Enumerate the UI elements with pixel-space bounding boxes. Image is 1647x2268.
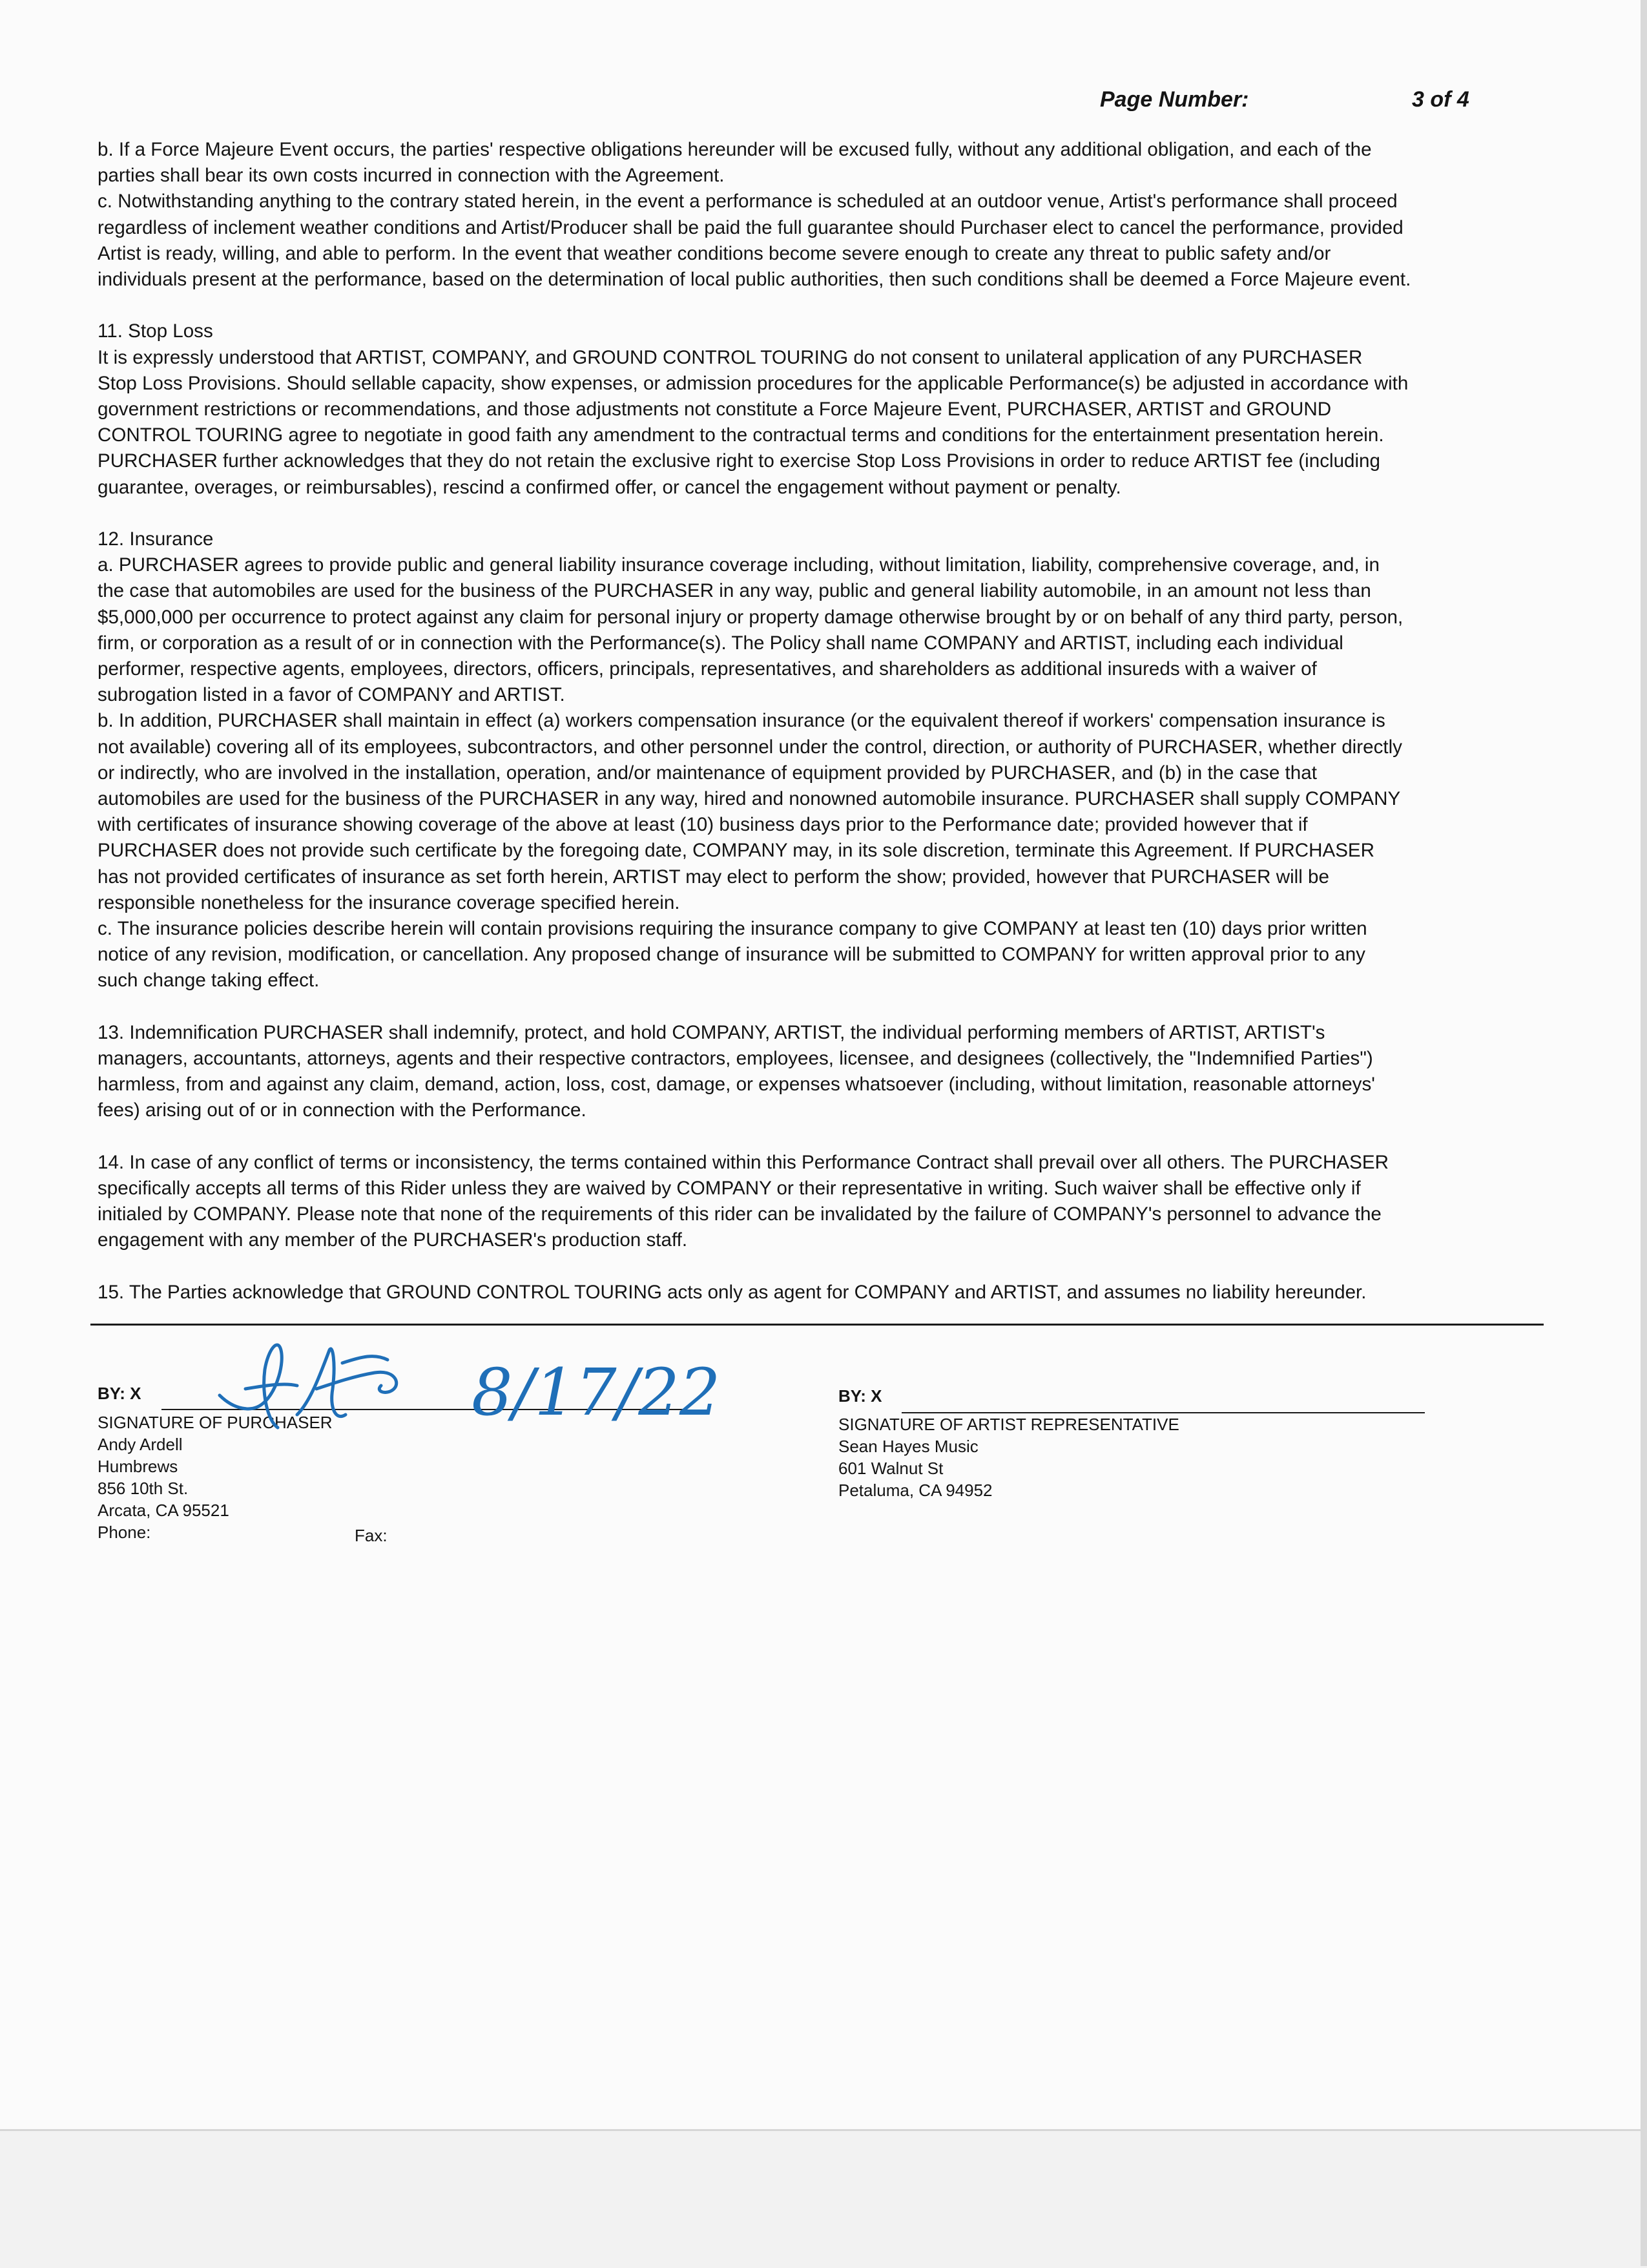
clause-line: CONTROL TOURING agree to negotiate in good faith any amendment to the contractual terms and conditions for the entertainment presentation herein.	[98, 424, 1384, 446]
clause-15	[98, 1280, 1544, 1306]
clause-11	[98, 318, 1544, 500]
clause-line: 11. Stop Loss	[98, 320, 213, 342]
clause-line: or indirectly, who are involved in the installation, operation, and/or maintenance of equipment provided by PURCHASER, and (b) in the case that	[98, 762, 1317, 784]
clause-line: parties shall bear its own costs incurred in connection with the Agreement.	[98, 165, 725, 187]
clause-10c	[98, 189, 1544, 293]
clause-line: government restrictions or recommendations, and those adjustments not constitute a Force Majeure Event, PURCHASER, ARTIST and GROUND	[98, 399, 1332, 421]
clause-line: automobiles are used for the business of the PURCHASER in any way, hired and nonowned automobile insurance. PURCHASER shall supply COMPANY	[98, 788, 1401, 810]
artist-rep-details	[838, 1413, 1179, 1501]
artist-rep-city: Petaluma, CA 94952	[838, 1481, 993, 1500]
paragraph-gap	[98, 1124, 1544, 1150]
clause-line: not available) covering all of its employees, subcontractors, and other personnel under the control, direction, or authority of PURCHASER, whether directly	[98, 736, 1402, 758]
clause-line: b. In addition, PURCHASER shall maintain in effect (a) workers compensation insurance (or the equivalent thereof if workers' compensation insurance is	[98, 710, 1385, 732]
clause-line: regardless of inclement weather conditions and Artist/Producer shall be paid the full guarantee should Purchaser elect to cancel the performance, provided	[98, 216, 1404, 238]
clause-line: Stop Loss Provisions. Should sellable capacity, show expenses, or admission procedures for the applicable Performance(s) be adjusted in accordance with	[98, 372, 1409, 394]
handwritten-signature-and-date	[207, 1324, 721, 1441]
clause-line: guarantee, overages, or reimbursables), rescind a confirmed offer, or cancel the engagement without payment or penalty.	[98, 476, 1121, 498]
artist-rep-street: 601 Walnut St	[838, 1459, 944, 1478]
clause-line: PURCHASER does not provide such certificate by the foregoing date, COMPANY may, in its sole discretion, terminate this Agreement. If PURCHASER	[98, 840, 1375, 862]
clause-line: 12. Insurance	[98, 528, 214, 550]
clause-line: $5,000,000 per occurrence to protect against any claim for personal injury or property damage otherwise brought by or on behalf of any third party, person,	[98, 606, 1404, 628]
clause-line: firm, or corporation as a result of or in connection with the Performance(s). The Policy shall name COMPANY and ARTIST, including each individual	[98, 632, 1343, 654]
clause-line: has not provided certificates of insurance as set forth herein, ARTIST may elect to perform the show; provided, however that PURCHASER will be	[98, 866, 1329, 888]
purchaser-city: Arcata, CA 95521	[98, 1501, 229, 1520]
paragraph-gap	[98, 501, 1544, 526]
clause-line: 13. Indemnification PURCHASER shall indemnify, protect, and hold COMPANY, ARTIST, the individual performing members of ARTIST, ARTIST's	[98, 1021, 1325, 1043]
clause-line: engagement with any member of the PURCHASER's production staff.	[98, 1229, 688, 1251]
scanner-bed-margin	[0, 2129, 1647, 2268]
clause-line: the case that automobiles are used for the business of the PURCHASER in any way, public and general liability automobile, in an amount not less than	[98, 580, 1371, 602]
purchaser-street: 856 10th St.	[98, 1479, 189, 1498]
purchaser-signature-caption: SIGNATURE OF PURCHASER	[98, 1413, 333, 1432]
clause-line: notice of any revision, modification, or cancellation. Any proposed change of insurance will be submitted to COMPANY for written approval prior to any	[98, 944, 1365, 966]
artist-rep-by-label: BY: X	[838, 1386, 882, 1406]
clause-line: a. PURCHASER agrees to provide public and general liability insurance coverage including, without limitation, liability, comprehensive coverage, and, in	[98, 554, 1380, 576]
clause-line: such change taking effect.	[98, 970, 320, 992]
clause-12c	[98, 916, 1544, 994]
handwritten-date: 8/17/22	[471, 1355, 721, 1430]
purchaser-company: Humbrews	[98, 1457, 178, 1476]
contract-body	[98, 137, 1544, 1306]
clause-10b	[98, 137, 1544, 189]
purchaser-name: Andy Ardell	[98, 1435, 183, 1454]
artist-rep-company: Sean Hayes Music	[838, 1437, 979, 1456]
clause-13	[98, 1020, 1544, 1124]
purchaser-by-label: BY: X	[98, 1384, 141, 1403]
scanner-right-edge	[1641, 0, 1647, 2266]
artist-rep-signature-caption: SIGNATURE OF ARTIST REPRESENTATIVE	[838, 1415, 1179, 1434]
page-number-value: 3 of 4	[1412, 87, 1469, 112]
clause-line: b. If a Force Majeure Event occurs, the parties' respective obligations hereunder will be excused fully, without any additional obligation, and each of the	[98, 139, 1372, 160]
clause-line: Artist is ready, willing, and able to perform. In the event that weather conditions become severe enough to create any threat to public safety and/or	[98, 242, 1331, 264]
clause-line: c. The insurance policies describe herein will contain provisions requiring the insurance company to give COMPANY at least ten (10) days prior written	[98, 918, 1367, 940]
clause-12b	[98, 708, 1544, 916]
paragraph-gap	[98, 994, 1544, 1020]
clause-line: managers, accountants, attorneys, agents and their respective contractors, employees, licensee, and designees (collectively, the "Indemnified Parties")	[98, 1048, 1373, 1070]
paragraph-gap	[98, 1254, 1544, 1280]
clause-line: individuals present at the performance, based on the determination of local public authorities, then such conditions shall be deemed a Force Majeure event.	[98, 269, 1411, 291]
clause-line: initialed by COMPANY. Please note that none of the requirements of this rider can be invalidated by the failure of COMPANY's personnel to advance the	[98, 1203, 1382, 1225]
clause-line: with certificates of insurance showing coverage of the above at least (10) business days prior to the Performance date; provided however that if	[98, 814, 1308, 836]
clause-line: harmless, from and against any claim, demand, action, loss, cost, damage, or expenses whatsoever (including, without limitation, reasonable attorneys'	[98, 1074, 1375, 1096]
page-number-label: Page Number:	[1100, 87, 1249, 112]
clause-line: 15. The Parties acknowledge that GROUND CONTROL TOURING acts only as agent for COMPANY and ARTIST, and assumes no liability hereunder.	[98, 1281, 1367, 1303]
clause-line: c. Notwithstanding anything to the contrary stated herein, in the event a performance is scheduled at an outdoor venue, Artist's performance shall proceed	[98, 191, 1398, 213]
clause-line: PURCHASER further acknowledges that they do not retain the exclusive right to exercise Stop Loss Provisions in order to reduce ARTIST fee (including	[98, 450, 1380, 472]
clause-line: subrogation listed in a favor of COMPANY and ARTIST.	[98, 684, 565, 706]
clause-line: responsible nonetheless for the insurance coverage specified herein.	[98, 891, 680, 913]
clause-line: It is expressly understood that ARTIST, COMPANY, and GROUND CONTROL TOURING do not consent to unilateral application of any PURCHASER	[98, 346, 1363, 368]
clause-line: fees) arising out of or in connection with the Performance.	[98, 1099, 586, 1121]
clause-line: performer, respective agents, employees, directors, officers, principals, representatives, and shareholders as additional insureds with a waiver of	[98, 658, 1317, 680]
purchaser-phone-label: Phone:	[98, 1523, 151, 1542]
clause-12a	[98, 526, 1544, 708]
purchaser-fax-label: Fax:	[355, 1526, 388, 1545]
clause-line: specifically accepts all terms of this Rider unless they are waived by COMPANY or their representative in writing. Such waiver shall be effective only if	[98, 1178, 1361, 1200]
paragraph-gap	[98, 293, 1544, 318]
clause-14	[98, 1150, 1544, 1254]
clause-line: 14. In case of any conflict of terms or inconsistency, the terms contained within this Performance Contract shall prevail over all others. The PURCHASER	[98, 1151, 1389, 1173]
